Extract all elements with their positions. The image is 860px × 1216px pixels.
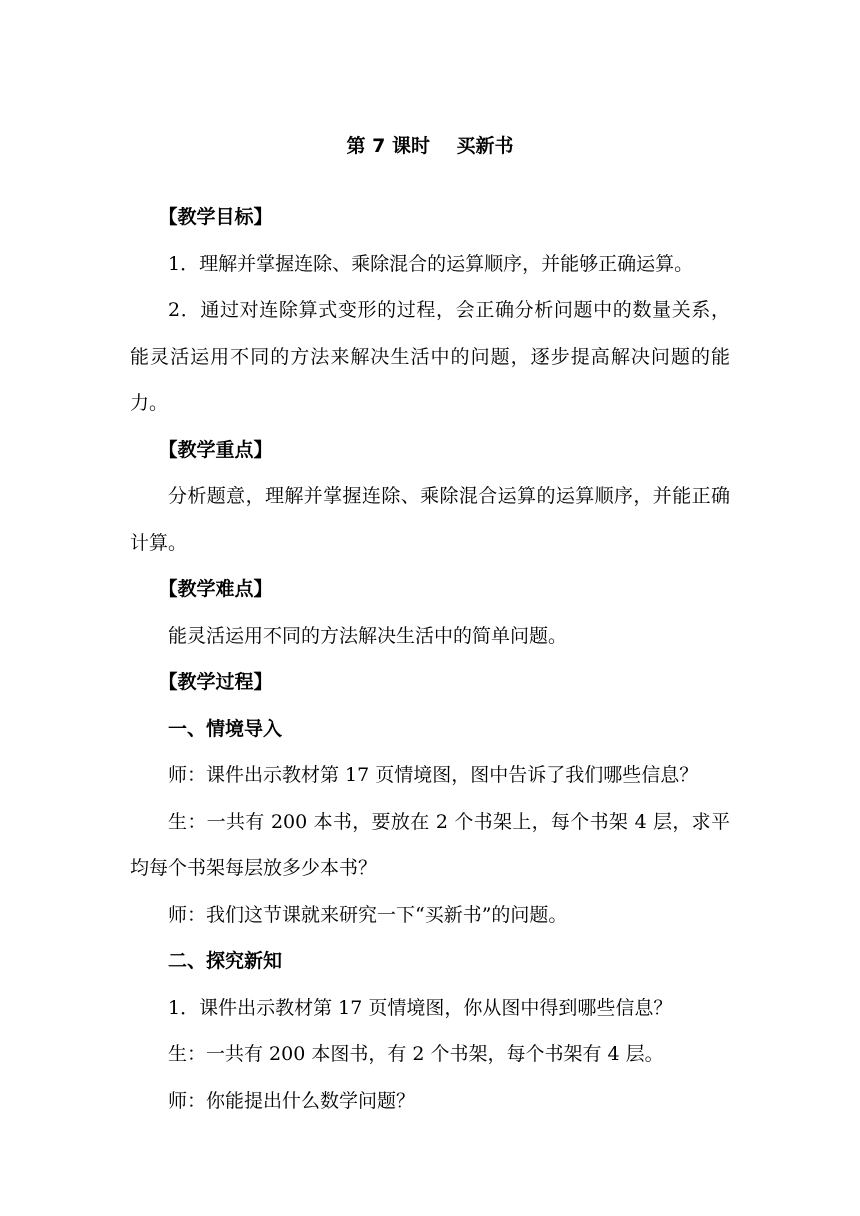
dialogue-line: 生：一共有 200 本书，要放在 2 个书架上，每个书架 4 层，求平均每个书架每层放多少本书？ — [130, 810, 730, 879]
process-heading: 【教学过程】 — [158, 671, 273, 693]
lesson-title: 第 7 课时 买新书 — [346, 135, 514, 157]
difficulties-heading: 【教学难点】 — [158, 578, 273, 600]
part1-heading: 一、情境导入 — [168, 717, 283, 740]
part2-heading: 二、探究新知 — [168, 950, 283, 972]
objective-item: 1．理解并掌握连除、乘除混合的运算顺序，并能够正确运算。 — [168, 252, 694, 275]
difficulties-text: 能灵活运用不同的方法解决生活中的简单问题。 — [168, 624, 568, 647]
dialogue-line: 1．课件出示教材第 17 页情境图，你从图中得到哪些信息？ — [168, 996, 673, 1019]
key-points-heading: 【教学重点】 — [158, 438, 273, 461]
key-points-text: 分析题意，理解并掌握连除、乘除混合运算的运算顺序，并能正确计算。 — [130, 485, 730, 554]
objective-item: 2．通过对连除算式变形的过程，会正确分析问题中的数量关系，能灵活运用不同的方法来解决生活中的问题，逐步提高解决问题的能力。 — [130, 299, 730, 414]
dialogue-line: 生：一共有 200 本图书，有 2 个书架，每个书架有 4 层。 — [168, 1043, 664, 1065]
objectives-heading: 【教学目标】 — [158, 206, 273, 228]
dialogue-line: 师：课件出示教材第 17 页情境图，图中告诉了我们哪些信息？ — [168, 764, 699, 786]
dialogue-line: 师：我们这节课就来研究一下“买新书”的问题。 — [168, 903, 568, 926]
dialogue-line: 师：你能提出什么数学问题？ — [168, 1089, 416, 1112]
document-body — [130, 194, 730, 1124]
